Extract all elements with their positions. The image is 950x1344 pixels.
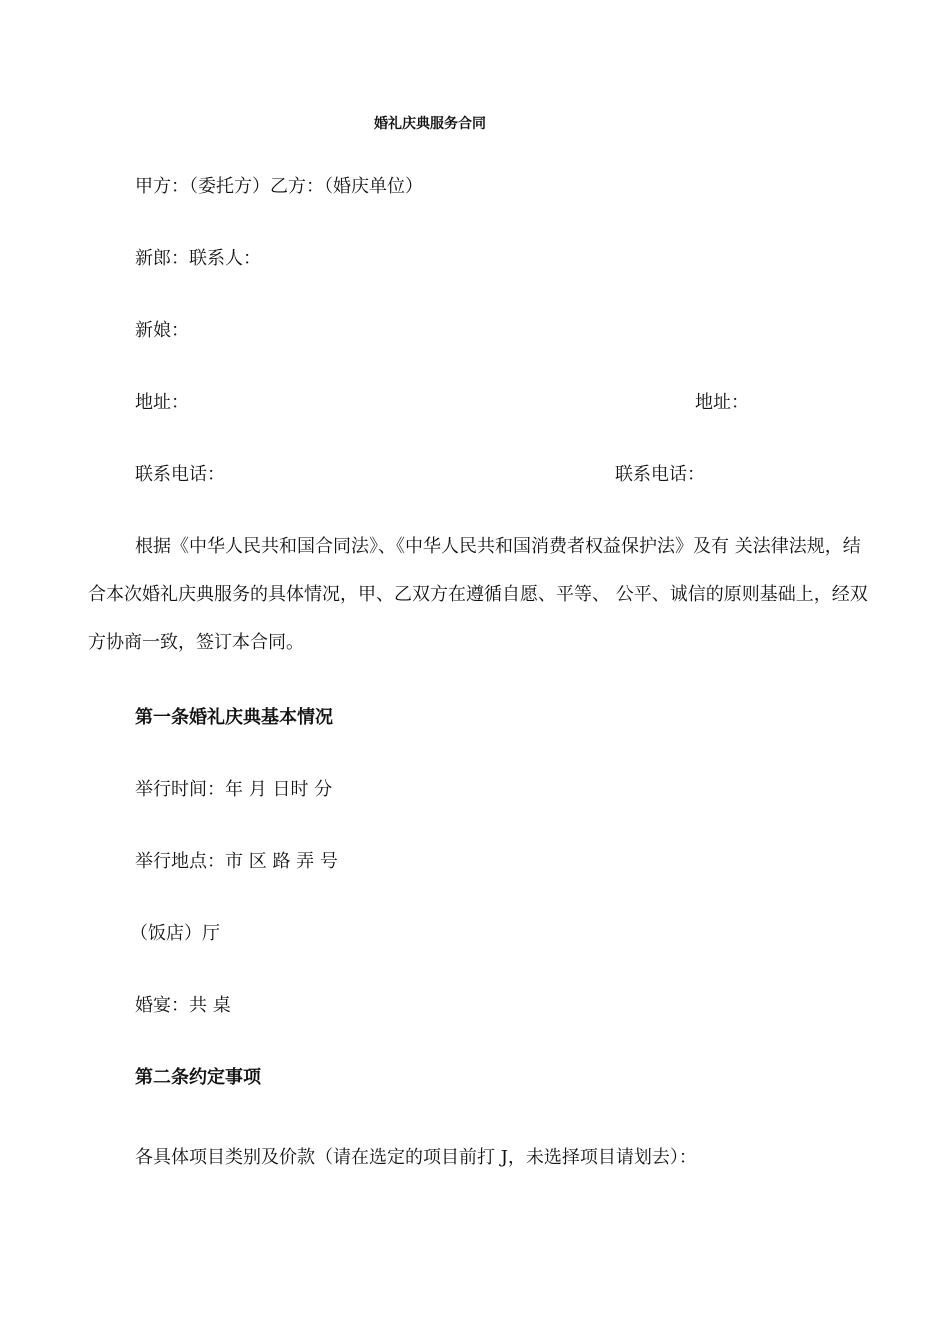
banquet-line: 婚宴：共 桌 [135, 995, 231, 1016]
bride-line: 新娘： [135, 320, 189, 341]
party-line: 甲方：（委托方）乙方：（婚庆单位） [135, 176, 423, 197]
preamble-paragraph [88, 523, 878, 667]
phone-left: 联系电话： [135, 464, 225, 485]
ceremony-time-line: 举行时间：年 月 日时 分 [135, 779, 333, 800]
phone-right: 联系电话： [615, 464, 705, 485]
ceremony-place-line: 举行地点：市 区 路 弄 号 [135, 851, 338, 872]
address-left: 地址： [135, 392, 189, 413]
hall-line: （饭店）厅 [130, 923, 220, 944]
preamble-text: 根据《中华人民共和国合同法》、《中华人民共和国消费者权益保护法》及有 关法律法规，结合本次婚礼庆典服务的具体情况，甲、乙双方在遵循自愿、平等、 公平、诚信的原则基础上，经双方协商一致，签订本合同。 [88, 536, 868, 653]
address-right: 地址： [695, 392, 749, 413]
article1-heading: 第一条婚礼庆典基本情况 [135, 707, 333, 728]
items-instruction-line: 各具体项目类别及价款（请在选定的项目前打 J，未选择项目请划去）： [135, 1147, 697, 1168]
document-title: 婚礼庆典服务合同 [374, 116, 486, 132]
groom-contact-line: 新郎：联系人： [135, 248, 261, 269]
article2-heading: 第二条约定事项 [135, 1067, 261, 1088]
